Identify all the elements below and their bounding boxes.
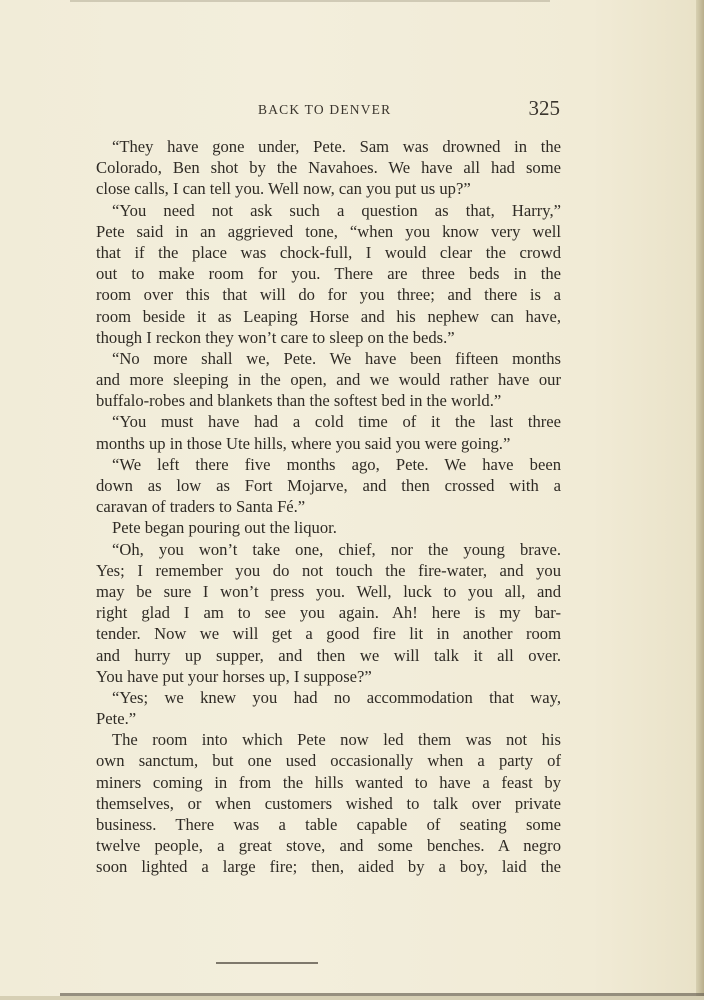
text-line: may be sure I won’t press you. Well, luck to you all, and xyxy=(96,581,561,601)
running-head: BACK TO DENVER xyxy=(258,102,392,117)
text-line: “They have gone under, Pete. Sam was drowned in the xyxy=(112,137,561,156)
text-line: Pete said in an aggrieved tone, “when you know very well xyxy=(96,221,561,241)
page-bottom-shadow xyxy=(0,996,704,1000)
text-line: buffalo-robes and blankets than the softest bed in the world.” xyxy=(96,391,502,411)
text-line: own sanctum, but one used occasionally when a party of xyxy=(96,751,561,771)
text-line: You have put your horses up, I suppose?” xyxy=(96,666,372,686)
text-line: “Yes; we knew you had no accommodation that way, xyxy=(112,687,561,707)
text-line: out to make room for you. There are three beds in the xyxy=(96,264,561,284)
text-line: “You must have had a cold time of it the last three xyxy=(112,412,561,432)
text-line: months up in those Ute hills, where you said you were going.” xyxy=(96,433,511,453)
text-line: and more sleeping in the open, and we would rather have our xyxy=(96,370,561,390)
text-line: caravan of traders to Santa Fé.” xyxy=(96,497,306,517)
text-line: miners coming in from the hills wanted to have a feast by xyxy=(96,772,561,792)
text-line: room beside it as Leaping Horse and his nephew can have, xyxy=(96,306,561,326)
text-line: though I reckon they won’t care to sleep on the beds.” xyxy=(96,327,455,347)
text-line: and hurry up supper, and then we will talk it all over. xyxy=(96,645,561,665)
text-line: “We left there five months ago, Pete. We have been xyxy=(112,454,561,474)
text-line: Colorado, Ben shot by the Navahoes. We have all had some xyxy=(96,158,561,178)
text-line: The room into which Pete now led them was not his xyxy=(112,730,561,750)
text-line: right glad I am to see you again. Ah! here is my bar- xyxy=(96,603,561,623)
text-line: Pete began pouring out the liquor. xyxy=(112,518,337,538)
text-line: soon lighted a large fire; then, aided by a boy, laid the xyxy=(96,857,561,877)
page-number: 325 xyxy=(528,96,560,120)
page-header xyxy=(96,96,560,121)
text-line: Pete.” xyxy=(96,709,137,729)
text-line: themselves, or when customers wished to talk over private xyxy=(96,793,561,813)
text-line: room over this that will do for you three; and there is a xyxy=(96,285,561,305)
text-line: that if the place was chock-full, I would clear the crowd xyxy=(96,242,561,262)
page-top-edge xyxy=(70,0,550,2)
text-line: business. There was a table capable of seating some xyxy=(96,815,561,834)
text-line: close calls, I can tell you. Well now, can you put us up?” xyxy=(96,179,471,199)
page-right-edge xyxy=(696,0,704,1000)
text-line: “No more shall we, Pete. We have been fifteen months xyxy=(112,348,561,368)
footer-rule xyxy=(216,962,318,964)
text-line: “Oh, you won’t take one, chief, nor the young brave. xyxy=(112,539,561,559)
body-text xyxy=(96,136,561,878)
text-line: tender. Now we will get a good fire lit in another room xyxy=(96,624,561,644)
text-line: down as low as Fort Mojarve, and then crossed with a xyxy=(96,476,561,495)
text-line: twelve people, a great stove, and some benches. A negro xyxy=(96,836,561,856)
text-line: “You need not ask such a question as that, Harry,” xyxy=(112,200,561,220)
text-line: Yes; I remember you do not touch the fire-water, and you xyxy=(96,560,561,580)
